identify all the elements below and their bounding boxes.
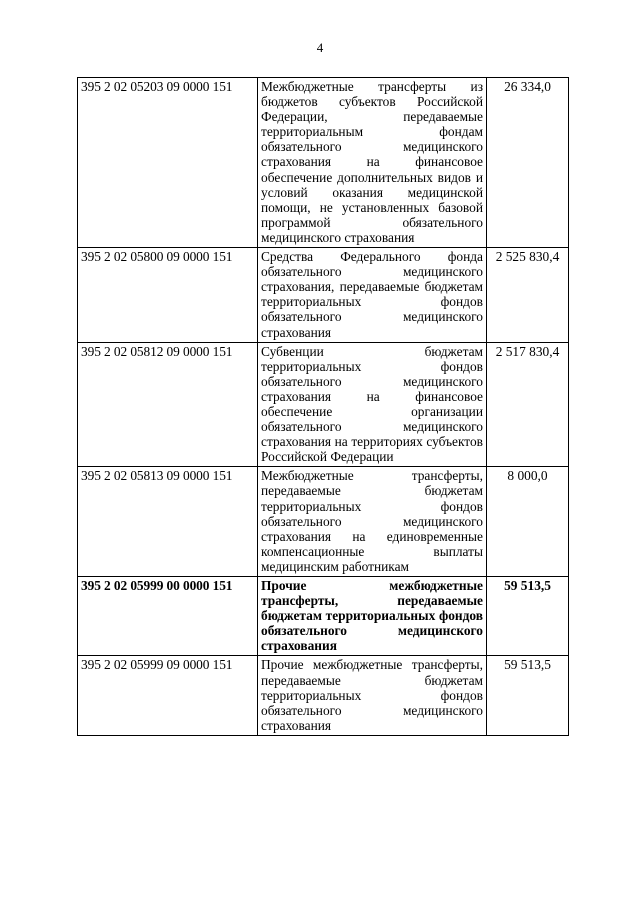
revenue-name: Прочие межбюджетные трансферты, передаваемые бюджетам территориальных фондов обязательного медицинского страхования — [258, 577, 487, 656]
classification-code: 395 2 02 05813 09 0000 151 — [78, 467, 258, 577]
revenue-name: Межбюджетные трансферты, передаваемые бюджетам территориальных фондов обязательного медицинского страхования на единовременные компенсационные выплаты медицинским работникам — [258, 467, 487, 577]
table-row — [78, 248, 569, 343]
table-row — [78, 577, 569, 656]
table-row — [78, 656, 569, 735]
amount: 26 334,0 — [487, 78, 569, 248]
classification-code: 395 2 02 05812 09 0000 151 — [78, 342, 258, 467]
amount: 59 513,5 — [487, 656, 569, 735]
amount: 8 000,0 — [487, 467, 569, 577]
revenue-name: Межбюджетные трансферты из бюджетов субъектов Российской Федерации, передаваемые территориальным фондам обязательного медицинского страхования на финансовое обеспечение дополнительных видов и условий оказания медицинской помощи, не установленных базовой программой обязательного медицинского страхования — [258, 78, 487, 248]
revenue-name: Субвенции бюджетам территориальных фондов обязательного медицинского страхования на финансовое обеспечение организации обязательного медицинского страхования на территориях субъектов Российской Федерации — [258, 342, 487, 467]
classification-code: 395 2 02 05800 09 0000 151 — [78, 248, 258, 343]
revenue-name: Прочие межбюджетные трансферты, передаваемые бюджетам территориальных фондов обязательного медицинского страхования — [258, 656, 487, 735]
table-row — [78, 467, 569, 577]
amount: 2 517 830,4 — [487, 342, 569, 467]
table-row — [78, 342, 569, 467]
table-row — [78, 78, 569, 248]
classification-code: 395 2 02 05999 00 0000 151 — [78, 577, 258, 656]
classification-code: 395 2 02 05999 09 0000 151 — [78, 656, 258, 735]
amount: 59 513,5 — [487, 577, 569, 656]
budget-revenue-table — [77, 77, 569, 736]
revenue-name: Средства Федерального фонда обязательного медицинского страхования, передаваемые бюджетам территориальных фондов обязательного медицинского страхования — [258, 248, 487, 343]
classification-code: 395 2 02 05203 09 0000 151 — [78, 78, 258, 248]
page-number: 4 — [316, 40, 324, 55]
amount: 2 525 830,4 — [487, 248, 569, 343]
